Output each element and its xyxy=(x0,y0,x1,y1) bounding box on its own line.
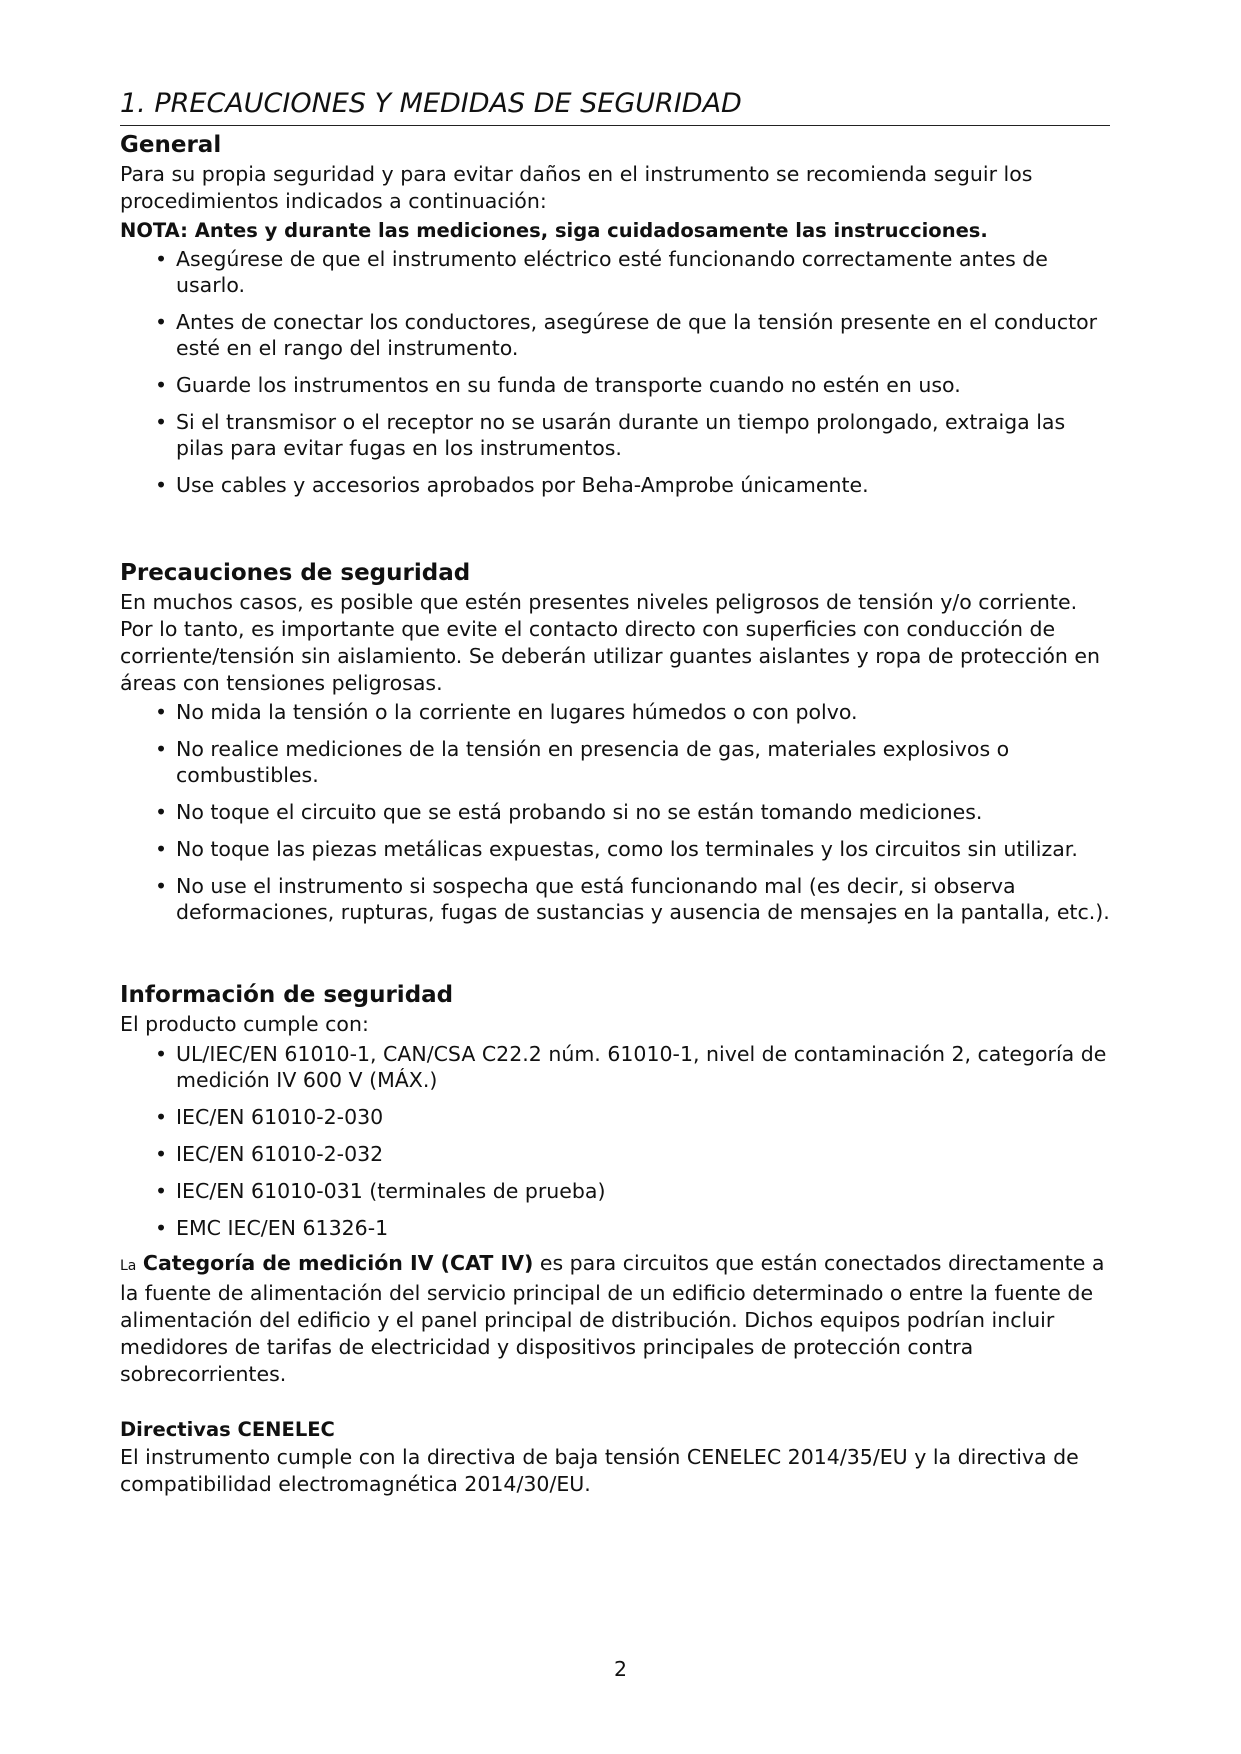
safety-info-heading: Información de seguridad xyxy=(120,982,454,1008)
general-heading: General xyxy=(120,132,222,158)
page-number: 2 xyxy=(613,1657,628,1681)
list-item xyxy=(155,1141,1110,1167)
list-item-text: IEC/EN 61010-2-030 xyxy=(176,1105,384,1129)
bullet-icon: • xyxy=(155,247,168,271)
safety-precautions-bullet-list xyxy=(120,699,1110,925)
cat-iv-term: Categoría de medición IV (CAT IV) xyxy=(142,1251,534,1275)
bullet-icon: • xyxy=(155,310,168,334)
bullet-icon: • xyxy=(155,1105,168,1129)
list-item-text: No toque las piezas metálicas expuestas, como los terminales y los circuitos sin utilizar. xyxy=(176,837,1078,861)
list-item xyxy=(155,1178,1110,1204)
list-item-text: Asegúrese de que el instrumento eléctrico esté funcionando correctamente antes de usarlo. xyxy=(176,247,1048,297)
cenelec-heading: Directivas CENELEC xyxy=(120,1418,335,1441)
bullet-icon: • xyxy=(155,700,168,724)
list-item-text: No use el instrumento si sospecha que está funcionando mal (es decir, si observa deformaciones, rupturas, fugas de sustancias y ausencia de mensajes en la pantalla, etc.). xyxy=(176,874,1110,924)
list-item xyxy=(155,1104,1110,1130)
bullet-icon: • xyxy=(155,837,168,861)
list-item-text: UL/IEC/EN 61010-1, CAN/CSA C22.2 núm. 61010-1, nivel de contaminación 2, categoría de medición IV 600 V (MÁX.) xyxy=(176,1042,1107,1092)
list-item-text: IEC/EN 61010-2-032 xyxy=(176,1142,384,1166)
bullet-icon: • xyxy=(155,1142,168,1166)
list-item-text: No mida la tensión o la corriente en lugares húmedos o con polvo. xyxy=(176,700,858,724)
cat-iv-prefix: La xyxy=(120,1258,137,1274)
list-item-text: No realice mediciones de la tensión en presencia de gas, materiales explosivos o combustibles. xyxy=(176,737,1010,787)
bullet-icon: • xyxy=(155,1042,168,1066)
general-bullet-list xyxy=(120,246,1110,498)
bullet-icon: • xyxy=(155,373,168,397)
safety-info-bullet-list xyxy=(120,1041,1110,1241)
list-item-text: Antes de conectar los conductores, asegúrese de que la tensión presente en el conductor esté en el rango del instrumento. xyxy=(176,310,1098,360)
list-item xyxy=(155,736,1110,788)
chapter-title: 1. PRECAUCIONES Y MEDIDAS DE SEGURIDAD xyxy=(120,86,1110,126)
general-intro: Para su propia seguridad y para evitar daños en el instrumento se recomienda seguir los procedimientos indicados a continuación: xyxy=(120,162,1033,213)
list-item xyxy=(155,409,1110,461)
cat-iv-text: es para circuitos que están conectados directamente a la fuente de alimentación del servicio principal de un edificio determinado o entre la fuente de alimentación del edificio y el panel principal de distribución. Dichos equipos podrían incluir medidores de tarifas de electricidad y dispositivos principales de protección contra sobrecorrientes. xyxy=(120,1251,1105,1386)
list-item-text: Guarde los instrumentos en su funda de transporte cuando no estén en uso. xyxy=(176,373,961,397)
list-item xyxy=(155,472,1110,498)
list-item-text: IEC/EN 61010-031 (terminales de prueba) xyxy=(176,1179,606,1203)
list-item xyxy=(155,246,1110,298)
list-item xyxy=(155,372,1110,398)
list-item xyxy=(155,873,1110,925)
cat-iv-paragraph xyxy=(120,1250,1110,1388)
list-item xyxy=(155,1215,1110,1241)
bullet-icon: • xyxy=(155,1216,168,1240)
safety-precautions-heading: Precauciones de seguridad xyxy=(120,560,471,586)
cenelec-text: El instrumento cumple con la directiva de baja tensión CENELEC 2014/35/EU y la directiva de compatibilidad electromagnética 2014/30/EU. xyxy=(120,1445,1079,1496)
safety-info-intro: El producto cumple con: xyxy=(120,1012,369,1036)
bullet-icon: • xyxy=(155,473,168,497)
list-item-text: Si el transmisor o el receptor no se usarán durante un tiempo prolongado, extraiga las pilas para evitar fugas en los instrumentos. xyxy=(176,410,1066,460)
safety-precautions-intro: En muchos casos, es posible que estén presentes niveles peligrosos de tensión y/o corriente. Por lo tanto, es importante que evite el contacto directo con superficies con conducción de corriente/tensión sin aislamiento. Se deberán utilizar guantes aislantes y ropa de protección en áreas con tensiones peligrosas. xyxy=(120,590,1101,695)
list-item xyxy=(155,799,1110,825)
list-item-text: Use cables y accesorios aprobados por Beha-Amprobe únicamente. xyxy=(176,473,869,497)
list-item xyxy=(155,699,1110,725)
general-note: NOTA: Antes y durante las mediciones, siga cuidadosamente las instrucciones. xyxy=(120,219,988,242)
list-item-text: No toque el circuito que se está probando si no se están tomando mediciones. xyxy=(176,800,983,824)
list-item xyxy=(155,309,1110,361)
bullet-icon: • xyxy=(155,800,168,824)
page-content xyxy=(120,86,1110,1498)
bullet-icon: • xyxy=(155,737,168,761)
bullet-icon: • xyxy=(155,874,168,898)
bullet-icon: • xyxy=(155,1179,168,1203)
list-item xyxy=(155,1041,1110,1093)
list-item-text: EMC IEC/EN 61326-1 xyxy=(176,1216,389,1240)
list-item xyxy=(155,836,1110,862)
bullet-icon: • xyxy=(155,410,168,434)
